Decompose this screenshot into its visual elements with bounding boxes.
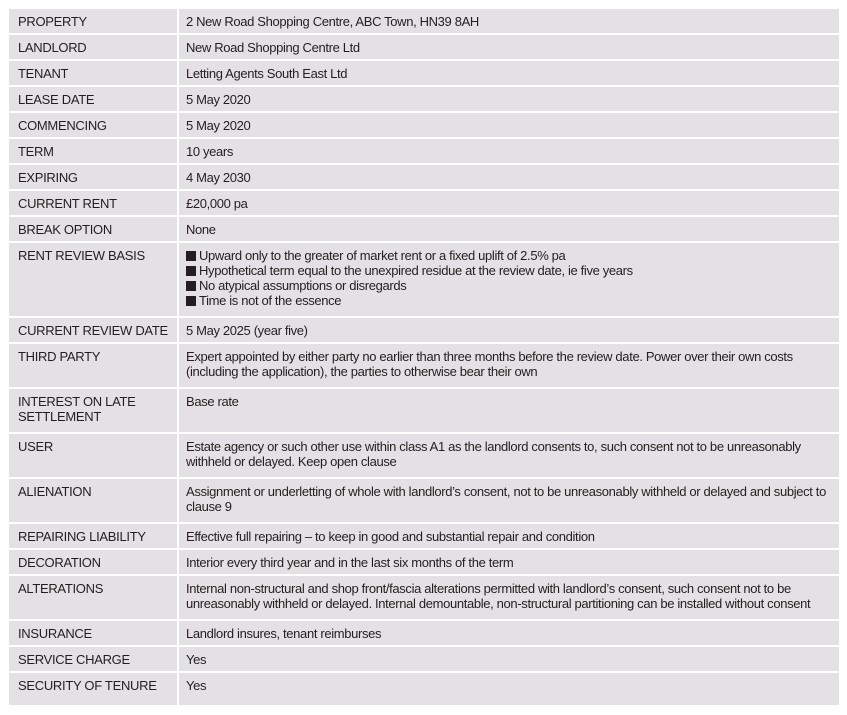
table-row xyxy=(9,9,839,35)
row-value: Yes xyxy=(179,673,839,705)
table-row xyxy=(9,524,839,550)
table-row xyxy=(9,434,839,479)
bullet-text: No atypical assumptions or disregards xyxy=(199,278,407,293)
row-label: DECORATION xyxy=(9,550,179,574)
row-label: RENT REVIEW BASIS xyxy=(9,243,179,316)
table-row xyxy=(9,243,839,318)
table-row xyxy=(9,191,839,217)
row-label: INTEREST ON LATE SETTLEMENT xyxy=(9,389,179,432)
table-row xyxy=(9,550,839,576)
row-label: CURRENT RENT xyxy=(9,191,179,215)
table-row xyxy=(9,647,839,673)
row-label: SERVICE CHARGE xyxy=(9,647,179,671)
row-value: 5 May 2020 xyxy=(179,87,839,111)
row-value: Letting Agents South East Ltd xyxy=(179,61,839,85)
row-value: 10 years xyxy=(179,139,839,163)
row-label: LANDLORD xyxy=(9,35,179,59)
square-bullet-icon xyxy=(186,251,196,261)
row-value: 5 May 2025 (year five) xyxy=(179,318,839,342)
row-label: THIRD PARTY xyxy=(9,344,179,387)
row-label: ALIENATION xyxy=(9,479,179,522)
row-label: USER xyxy=(9,434,179,477)
table-row xyxy=(9,621,839,647)
table-row xyxy=(9,139,839,165)
table-row xyxy=(9,87,839,113)
row-label: PROPERTY xyxy=(9,9,179,33)
list-item xyxy=(186,293,831,308)
row-value: New Road Shopping Centre Ltd xyxy=(179,35,839,59)
row-label: SECURITY OF TENURE xyxy=(9,673,179,705)
table-row xyxy=(9,576,839,621)
table-row xyxy=(9,35,839,61)
row-value: Internal non-structural and shop front/fascia alterations permitted with landlord’s consent, such consent not to be unreasonably withheld or delayed. Internal demountable, non-structural partitioning can be installed without consent xyxy=(179,576,839,619)
row-value: Base rate xyxy=(179,389,839,432)
row-value: 5 May 2020 xyxy=(179,113,839,137)
row-value-bullets xyxy=(179,243,839,316)
table-row xyxy=(9,344,839,389)
table-row xyxy=(9,113,839,139)
row-label: INSURANCE xyxy=(9,621,179,645)
row-value: None xyxy=(179,217,839,241)
row-value: Estate agency or such other use within class A1 as the landlord consents to, such consent not to be unreasonably withheld or delayed. Keep open clause xyxy=(179,434,839,477)
table-row xyxy=(9,318,839,344)
list-item xyxy=(186,278,831,293)
table-row xyxy=(9,389,839,434)
row-label: EXPIRING xyxy=(9,165,179,189)
table-row xyxy=(9,217,839,243)
row-label: TENANT xyxy=(9,61,179,85)
bullet-text: Hypothetical term equal to the unexpired residue at the review date, ie five years xyxy=(199,263,633,278)
row-label: TERM xyxy=(9,139,179,163)
row-label: COMMENCING xyxy=(9,113,179,137)
row-label: REPAIRING LIABILITY xyxy=(9,524,179,548)
row-value: Landlord insures, tenant reimburses xyxy=(179,621,839,645)
square-bullet-icon xyxy=(186,266,196,276)
row-value: 4 May 2030 xyxy=(179,165,839,189)
bullet-text: Upward only to the greater of market rent or a fixed uplift of 2.5% pa xyxy=(199,248,566,263)
row-value: Effective full repairing – to keep in good and substantial repair and condition xyxy=(179,524,839,548)
row-value: Assignment or underletting of whole with landlord’s consent, not to be unreasonably withheld or delayed and subject to clause 9 xyxy=(179,479,839,522)
lease-terms-table xyxy=(9,9,839,705)
row-value: Yes xyxy=(179,647,839,671)
table-row xyxy=(9,165,839,191)
list-item xyxy=(186,263,831,278)
row-label: CURRENT REVIEW DATE xyxy=(9,318,179,342)
row-value: 2 New Road Shopping Centre, ABC Town, HN39 8AH xyxy=(179,9,839,33)
table-row xyxy=(9,61,839,87)
row-label: BREAK OPTION xyxy=(9,217,179,241)
row-value: Interior every third year and in the last six months of the term xyxy=(179,550,839,574)
table-row xyxy=(9,673,839,705)
row-value: Expert appointed by either party no earlier than three months before the review date. Power over their own costs (including the application), the parties to otherwise bear their own xyxy=(179,344,839,387)
square-bullet-icon xyxy=(186,281,196,291)
square-bullet-icon xyxy=(186,296,196,306)
bullet-text: Time is not of the essence xyxy=(199,293,342,308)
row-label: ALTERATIONS xyxy=(9,576,179,619)
list-item xyxy=(186,248,831,263)
bullet-list xyxy=(186,248,831,308)
row-label: LEASE DATE xyxy=(9,87,179,111)
table-row xyxy=(9,479,839,524)
row-value: £20,000 pa xyxy=(179,191,839,215)
